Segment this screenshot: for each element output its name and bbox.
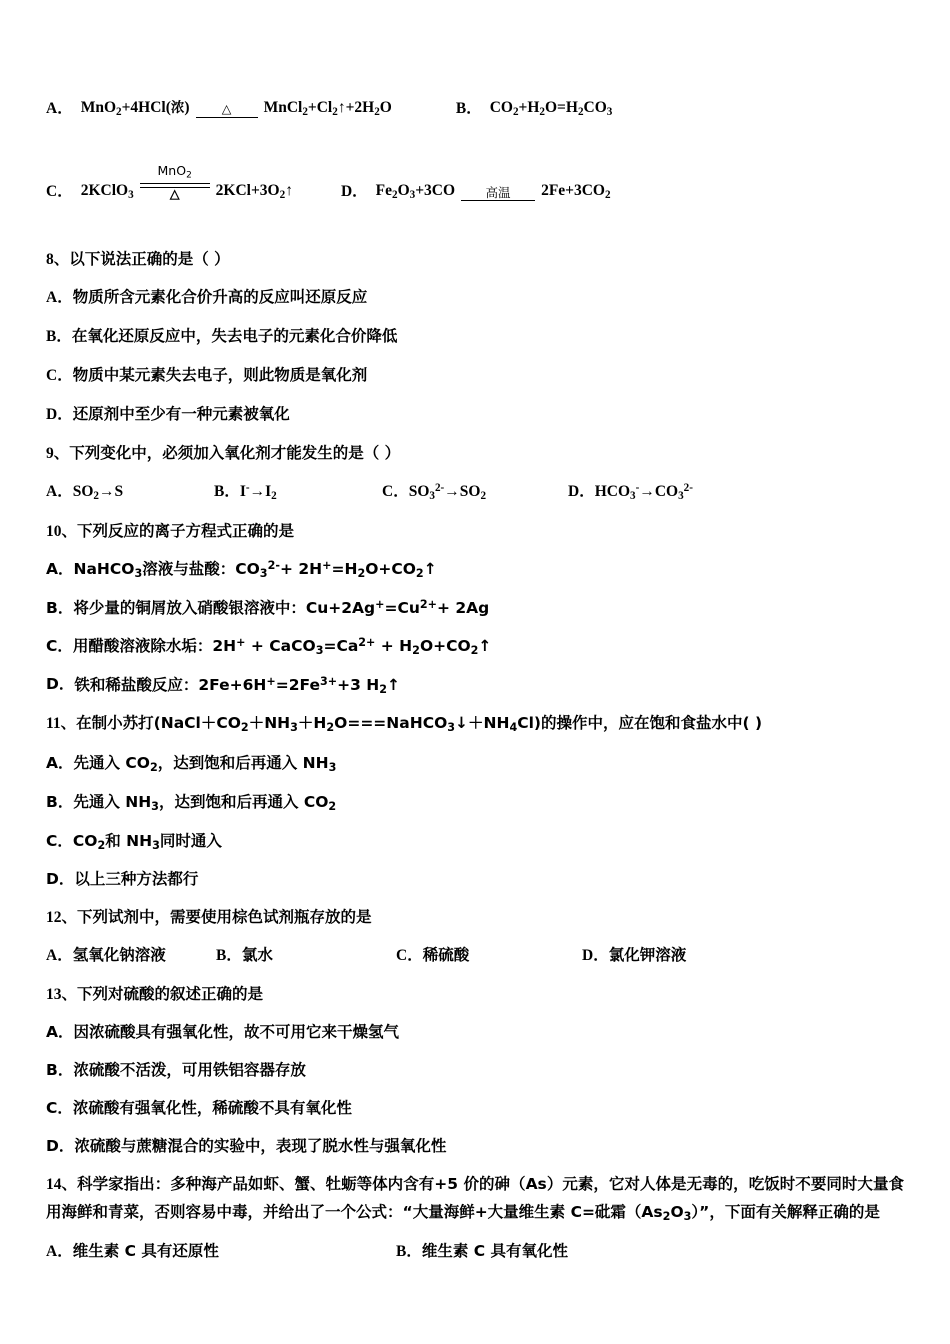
equation-d-right: $2Fe+3CO_2$ (541, 182, 611, 202)
option-text: 还原剂中至少有一种元素被氧化 (72, 404, 290, 423)
option-text: 浓硫酸与蔗糖混合的实验中，表现了脱水性与强氧化性 (74, 1136, 447, 1155)
option-item[interactable] (46, 479, 214, 506)
option-label: B． (46, 328, 72, 346)
option-item[interactable] (46, 596, 904, 621)
option-text: 因浓硫酸具有强氧化性，故不可用它来干燥氢气 (73, 1023, 400, 1042)
option-item[interactable] (46, 1239, 396, 1265)
option-text: 维生素 C 具有还原性 (72, 1242, 219, 1261)
reaction-condition-a (196, 102, 258, 118)
option-label: A． (46, 559, 74, 578)
option-row-inline (46, 1239, 904, 1265)
option-label: D． (46, 405, 73, 423)
option-row-inline (46, 479, 904, 506)
condition-heat-symbol: △ (221, 101, 232, 117)
option-label: B． (46, 792, 74, 811)
option-item[interactable] (46, 672, 904, 698)
option-item[interactable] (46, 751, 904, 777)
equation-c-right: $2KCl+3O_2↑$ (215, 182, 293, 202)
option-item[interactable] (46, 324, 904, 350)
option-text: $CO_2$和 $NH_3$同时通入 (72, 831, 222, 852)
question-text: 科学家指出：多种海产品如虾、蟹、牡蛎等体内含有+5 价的砷（As）元素，它对人体是无毒的，吃饭时不要同时大量食用海鲜和青菜，否则容易中毒，并给出了一个公式：“大量海鲜+大量维生素 C=砒霜$(As_2O_3)$”，下面有关解释正确的是 (46, 1175, 904, 1223)
option-text: 氢氧化钠溶液 (72, 946, 166, 965)
option-item[interactable] (46, 634, 904, 660)
option-text: 先通入 $NH_3$，达到饱和后再通入 $CO_2$ (73, 792, 337, 813)
question-stem (46, 982, 904, 1007)
option-text: 铁和稀盐酸反应：$2Fe+6H^+=2Fe^{3+}+3$ $H_2↑$ (74, 674, 401, 696)
option-item[interactable] (46, 557, 904, 583)
option-item[interactable] (582, 943, 686, 969)
option-item[interactable] (46, 1134, 904, 1159)
option-text: 以上三种方法都行 (74, 870, 199, 889)
question-number: 12、 (46, 909, 78, 927)
equation-row-2 (46, 164, 904, 201)
option-text: $SO_3^{2-}\to SO_2$ (408, 481, 487, 502)
option-item[interactable] (46, 285, 904, 311)
option-item[interactable] (46, 363, 904, 389)
option-item[interactable] (46, 867, 904, 892)
option-label: A． (46, 1023, 74, 1042)
question-stem (46, 1171, 904, 1226)
question-stem (46, 519, 904, 544)
option-text: $I^-\to I_2$ (239, 481, 277, 502)
option-label-a1: A． (46, 100, 73, 118)
condition-heat-symbol-c: △ (169, 186, 180, 201)
option-text: 在氧化还原反应中，失去电子的元素化合价降低 (71, 327, 398, 346)
question-text: 在制小苏打$(NaCl+CO_2+NH_3+H_2O===NaHCO_3↓+NH_4Cl)$的操作中，应在饱和食盐水中( ) (76, 714, 763, 735)
question-number: 11、 (46, 715, 77, 733)
option-text: $SO_2\to S$ (72, 482, 124, 502)
option-text: 浓硫酸有强氧化性，稀硫酸不具有氧化性 (72, 1098, 352, 1117)
question-stem (46, 441, 904, 466)
option-label-b1: B． (455, 100, 482, 118)
reaction-condition-c (140, 164, 210, 201)
option-text: 先通入 $CO_2$，达到饱和后再通入 $NH_3$ (73, 753, 337, 774)
question-number: 10、 (46, 522, 78, 540)
option-item[interactable] (46, 402, 904, 428)
option-text: NaHCO$_3$溶液与盐酸：$CO_3^{2-}+$ $2H^+=H_2O+CO_2↑$ (73, 558, 437, 580)
question-number: 13、 (46, 986, 78, 1004)
question-stem (46, 247, 904, 272)
option-text: 物质所含元素化合价升高的反应叫还原反应 (72, 288, 368, 307)
option-label: D． (46, 675, 75, 694)
option-label: A． (46, 482, 73, 500)
option-item[interactable] (568, 479, 693, 506)
question-stem (46, 711, 904, 737)
option-label: B． (46, 598, 74, 617)
equation-a-right: $MnCl_2+Cl_2↑+2H_2O$ (263, 99, 392, 119)
option-item[interactable] (214, 479, 382, 506)
condition-catalyst-mno2: MnO$_2$ (157, 163, 192, 181)
question-number: 14、 (46, 1176, 78, 1194)
question-text: 以下说法正确的是（ ） (69, 250, 230, 269)
option-text: 维生素 C 具有氧化性 (421, 1242, 569, 1261)
question-stem (46, 905, 904, 930)
question-text: 下列反应的离子方程式正确的是 (77, 521, 295, 540)
option-label: D． (568, 482, 595, 500)
option-label: D． (46, 1136, 75, 1155)
option-label: C． (396, 947, 423, 965)
option-label: A． (46, 947, 73, 965)
option-item[interactable] (396, 943, 582, 969)
equation-block (46, 96, 904, 201)
option-item[interactable] (46, 1020, 904, 1045)
question-number: 9、 (46, 444, 70, 462)
reaction-condition-d (461, 186, 535, 202)
option-label-c1: C． (46, 183, 73, 201)
equation-c-left: 2KClO$_3$ (80, 182, 134, 202)
option-item[interactable] (46, 943, 216, 969)
condition-high-temperature: 高温 (485, 184, 511, 200)
option-label: C． (382, 482, 409, 500)
option-label: B． (216, 947, 242, 965)
option-label: B． (214, 482, 240, 500)
option-item[interactable] (46, 790, 904, 816)
option-label: D． (46, 870, 75, 889)
option-label: A． (46, 289, 73, 307)
option-label-d1: D． (340, 183, 368, 201)
reaction-bar (196, 117, 258, 118)
option-label: C． (46, 636, 73, 655)
option-text: 将少量的铜屑放入硝酸银溶液中：$Cu+2Ag^+=Cu^{2+}+ 2Ag$ (73, 597, 490, 617)
option-label: A． (46, 1243, 73, 1261)
reaction-bar-d (461, 200, 535, 201)
equation-row-1 (46, 96, 904, 118)
option-text: $HCO_3^-\to CO_3^{2-}$ (594, 481, 693, 502)
option-label: B． (46, 1061, 74, 1080)
option-label: C． (46, 366, 73, 384)
equation-b: $CO_2+H_2O=H_2CO_3$ (489, 99, 613, 119)
option-item[interactable] (46, 1096, 904, 1121)
option-text: 氯化钾溶液 (608, 946, 687, 965)
question-text: 下列变化中，必须加入氧化剂才能发生的是（ ） (69, 443, 401, 462)
option-label: C． (46, 831, 73, 850)
equation-d-left: $Fe_2O_3+3CO$ (375, 182, 456, 202)
option-text: 稀硫酸 (422, 946, 470, 965)
option-text: 用醋酸溶液除水垢：$2H^+ + CaCO_3=Ca^{2+}$ + $H_2O+CO_2↑$ (72, 635, 492, 657)
question-text: 下列对硫酸的叙述正确的是 (77, 985, 264, 1004)
option-label: B． (396, 1243, 422, 1261)
option-item[interactable] (216, 943, 396, 969)
option-item[interactable] (46, 1058, 904, 1083)
equation-a-left: MnO$_2$+4HCl(浓) (80, 99, 190, 119)
option-label: D． (582, 947, 609, 965)
question-number: 8、 (46, 251, 70, 269)
option-text: 浓硫酸不活泼，可用铁铝容器存放 (73, 1061, 306, 1080)
option-item[interactable] (46, 829, 904, 855)
option-row-inline (46, 943, 904, 969)
option-label: C． (46, 1098, 73, 1117)
option-item[interactable] (382, 479, 568, 506)
option-text: 物质中某元素失去电子，则此物质是氧化剂 (72, 365, 368, 384)
question-text: 下列试剂中，需要使用棕色试剂瓶存放的是 (77, 908, 372, 927)
option-label: A． (46, 753, 74, 772)
option-text: 氯水 (241, 946, 273, 965)
option-item[interactable] (396, 1239, 568, 1265)
